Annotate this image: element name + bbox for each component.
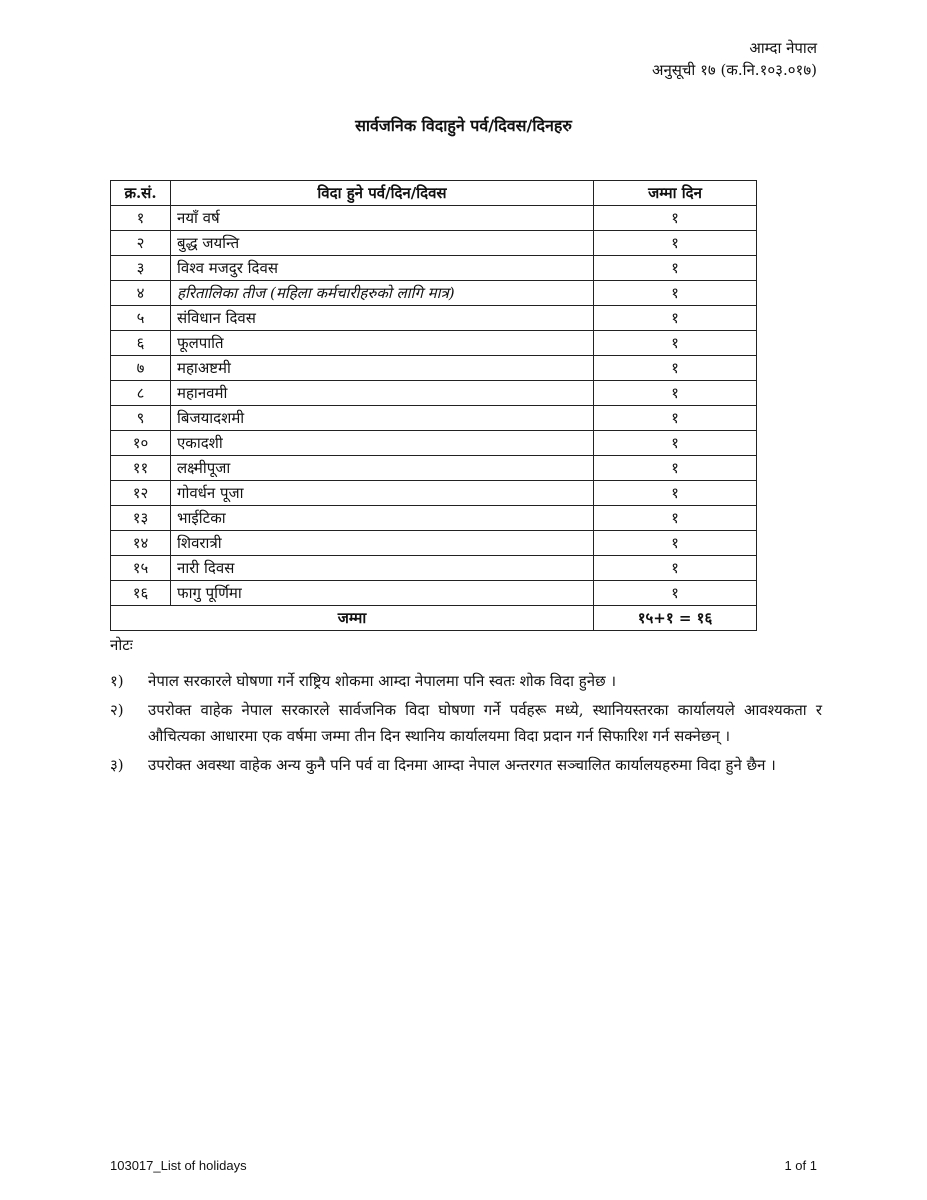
column-header-holiday: विदा हुने पर्व/दिन/दिवस [171,181,594,206]
note-text: नेपाल सरकारले घोषणा गर्ने राष्ट्रिय शोकमा आम्दा नेपालमा पनि स्वतः शोक विदा हुनेछ । [148,672,617,690]
days-cell: १ [594,206,757,231]
serial-cell: १६ [111,581,171,606]
table-header-row [111,181,757,206]
note-item [110,668,822,694]
table-row [111,431,757,456]
total-row [111,606,757,631]
holiday-name-cell: फूलपाति [171,331,594,356]
table-row [111,506,757,531]
serial-cell: ९ [111,406,171,431]
serial-cell: ६ [111,331,171,356]
serial-cell: ८ [111,381,171,406]
table-row [111,231,757,256]
serial-cell: ११ [111,456,171,481]
note-item [110,697,822,749]
serial-cell: ७ [111,356,171,381]
days-cell: १ [594,581,757,606]
total-value: १५+१ = १६ [594,606,757,631]
serial-cell: १० [111,431,171,456]
days-cell: १ [594,556,757,581]
holiday-table [110,180,757,631]
serial-cell: १५ [111,556,171,581]
days-cell: १ [594,331,757,356]
table-row [111,581,757,606]
note-label: नोटः [110,636,133,654]
days-cell: १ [594,306,757,331]
serial-cell: ३ [111,256,171,281]
days-cell: १ [594,406,757,431]
table-row [111,481,757,506]
serial-cell: ४ [111,281,171,306]
holiday-name-cell: विश्व मजदुर दिवस [171,256,594,281]
holiday-name-cell: एकादशी [171,431,594,456]
table-row [111,281,757,306]
footer-document-name: 103017_List of holidays [110,1158,247,1173]
note-number: २) [110,701,124,719]
days-cell: १ [594,356,757,381]
note-text: उपरोक्त अवस्था वाहेक अन्य कुनै पनि पर्व वा दिनमा आम्दा नेपाल अन्तरगत सञ्चालित कार्यालयहरुमा विदा हुने छैन । [148,756,776,774]
holiday-name-cell: बुद्ध जयन्ति [171,231,594,256]
holiday-name-cell: बिजयादशमी [171,406,594,431]
schedule-reference: अनुसूची १७ (क.नि.१०३.०१७) [651,61,817,79]
table-row [111,331,757,356]
table-row [111,406,757,431]
days-cell: १ [594,531,757,556]
holiday-name-cell: महाअष्टमी [171,356,594,381]
table-row [111,531,757,556]
holiday-name-cell: भाईटिका [171,506,594,531]
holiday-name-cell: संविधान दिवस [171,306,594,331]
holiday-name-cell: हरितालिका तीज (महिला कर्मचारीहरुको लागि मात्र) [171,281,594,306]
table-row [111,306,757,331]
footer-page-number: 1 of 1 [784,1158,817,1173]
holiday-name-cell: फागु पूर्णिमा [171,581,594,606]
holiday-name-cell: नारी दिवस [171,556,594,581]
serial-cell: १४ [111,531,171,556]
holiday-name-cell: लक्ष्मीपूजा [171,456,594,481]
holiday-name-cell: शिवरात्री [171,531,594,556]
document-title: सार्वजनिक विदाहुने पर्व/दिवस/दिनहरु [355,116,572,135]
days-cell: १ [594,231,757,256]
days-cell: १ [594,481,757,506]
note-number: १) [110,672,124,690]
days-cell: १ [594,256,757,281]
days-cell: १ [594,431,757,456]
holiday-rows [111,206,757,606]
days-cell: १ [594,506,757,531]
table-row [111,356,757,381]
column-header-serial: क्र.सं. [111,181,171,206]
notes-list [110,668,822,781]
serial-cell: १ [111,206,171,231]
note-item [110,752,822,778]
holiday-name-cell: गोवर्धन पूजा [171,481,594,506]
org-name: आम्दा नेपाल [749,39,817,57]
note-text: उपरोक्त वाहेक नेपाल सरकारले सार्वजनिक विदा घोषणा गर्ने पर्वहरू मध्ये, स्थानियस्तरका कार्यालयले आवश्यकता र औचित्यका आधारमा एक वर्षमा जम्मा तीन दिन स्थानिय कार्यालयमा विदा प्रदान गर्न सिफारिश गर्न सक्नेछन् । [148,701,822,745]
serial-cell: १२ [111,481,171,506]
holiday-name-cell: नयाँ वर्ष [171,206,594,231]
table-row [111,206,757,231]
table-row [111,556,757,581]
table-row [111,456,757,481]
serial-cell: ५ [111,306,171,331]
column-header-days: जम्मा दिन [594,181,757,206]
note-number: ३) [110,756,124,774]
serial-cell: २ [111,231,171,256]
table-row [111,381,757,406]
total-label: जम्मा [111,606,594,631]
table-row [111,256,757,281]
days-cell: १ [594,456,757,481]
serial-cell: १३ [111,506,171,531]
days-cell: १ [594,381,757,406]
holiday-name-cell: महानवमी [171,381,594,406]
days-cell: १ [594,281,757,306]
